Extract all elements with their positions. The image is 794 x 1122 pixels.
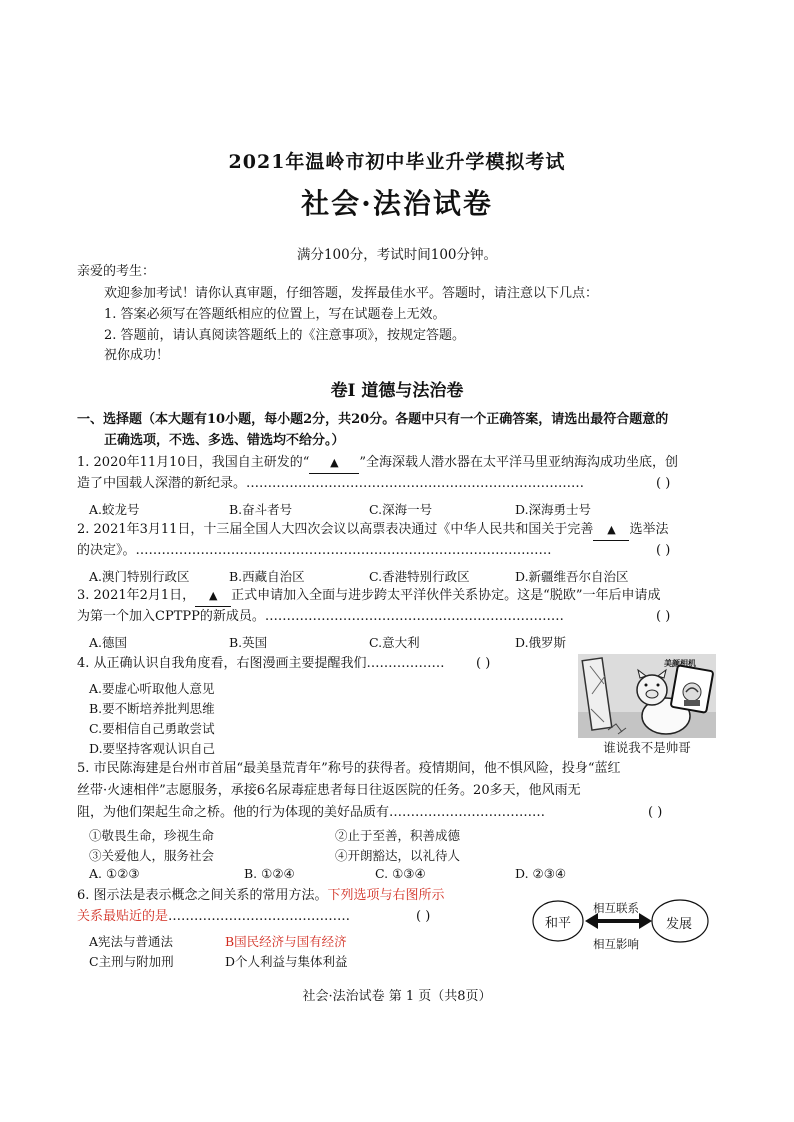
q5-line-1: 5. 市民陈海建是台州市首届“最美垦荒青年”称号的获得者。疫情期间，他不惧风险，投身“蓝红 (77, 761, 621, 776)
q5-option-a: A. ①②③ (89, 866, 140, 881)
q2-answer-bracket: ( ) (656, 543, 671, 558)
q6-diagram-top: 相互联系 (593, 901, 639, 915)
q4-option-b: B.要不断培养批判思维 (89, 701, 215, 716)
q5-item-4: ④开朗豁达，以礼待人 (335, 848, 461, 863)
greeting: 亲爱的考生： (77, 264, 156, 279)
q2-option-d: D.新疆维吾尔自治区 (515, 569, 629, 584)
q6-highlight-2: 关系最贴近的是 (77, 909, 169, 924)
intro-line-4: 祝你成功！ (104, 348, 170, 363)
exam-note: 满分100分，考试时间100分钟。 (296, 247, 498, 263)
q2-line-1: 2. 2021年3月11日，十三届全国人大四次会议以高票表决通过《中华人民共和国关于完善 ▲ 选举法 (77, 520, 668, 541)
exam-subtitle: 社会·法治试卷 (301, 187, 493, 220)
q5-line-3: 阻，为他们架起生命之桥。他的行为体现的美好品质有……………………………… (77, 805, 546, 820)
section-instruction-1: 一、选择题（本大题有10小题，每小题2分，共20分。各题中只有一个正确答案，请选出最符合题意的 (77, 412, 669, 427)
q2-blank: ▲ (593, 520, 629, 541)
q5-option-b: B. ①②④ (244, 866, 295, 881)
intro-line-3: 2. 答题前，请认真阅读答题纸上的《注意事项》，按规定答题。 (104, 328, 466, 343)
q4-option-d: D.要坚持客观认识自己 (89, 741, 216, 756)
q3-option-c: C.意大利 (369, 635, 420, 650)
q1-option-b: B.奋斗者号 (229, 502, 293, 517)
intro-line-2: 1. 答案必须写在答题纸相应的位置上，写在试题卷上无效。 (104, 307, 446, 322)
q6-diagram-bottom: 相互影响 (593, 937, 639, 951)
q4-option-a: A.要虚心听取他人意见 (89, 681, 215, 696)
q2-option-b: B.西藏自治区 (229, 569, 305, 584)
q5-item-1: ①敬畏生命，珍视生命 (89, 828, 215, 843)
q4-stem: 4. 从正确认识自我角度看，右图漫画主要提醒我们……………… (77, 656, 445, 671)
section-title: 卷Ⅰ 道德与法治卷 (330, 381, 464, 401)
q5-line-2: 丝带·火速相伴”志愿服务，承接6名尿毒症患者每日往返医院的任务。20多天，他风雨无 (77, 783, 581, 798)
section-instruction-2: 正确选项，不选、多选、错选均不给分。） (104, 433, 345, 448)
q3-answer-bracket: ( ) (656, 609, 671, 624)
q1-option-a: A.蛟龙号 (89, 502, 140, 517)
intro-line-1: 欢迎参加考试！请你认真审题，仔细答题，发挥最佳水平。答题时，请注意以下几点： (104, 286, 599, 301)
q5-option-d: D. ②③④ (515, 866, 567, 881)
q3-option-a: A.德国 (89, 635, 128, 650)
q5-item-2: ②止于至善，积善成德 (335, 828, 461, 843)
q3-option-d: D.俄罗斯 (515, 635, 567, 650)
exam-title: 2021年温岭市初中毕业升学模拟考试 (228, 151, 566, 173)
q1-blank: ▲ (309, 453, 359, 474)
q6-line-1: 6. 图示法是表示概念之间关系的常用方法。下列选项与右图所示 (77, 888, 445, 903)
q2-option-c: C.香港特别行政区 (369, 569, 470, 584)
q5-item-3: ③关爱他人，服务社会 (89, 848, 215, 863)
q3-option-b: B.英国 (229, 635, 268, 650)
q1-line-2: 造了中国载人深潜的新纪录。…………………………………………………………………… (77, 476, 585, 491)
q2-option-a: A.澳门特别行政区 (89, 569, 190, 584)
q6-line-2: 关系最贴近的是…………………………………… (77, 909, 351, 924)
q5-option-c: C. ①③④ (375, 866, 426, 881)
q4-option-c: C.要相信自己勇敢尝试 (89, 721, 215, 736)
q6-diagram-left: 和平 (545, 916, 572, 931)
q6-option-a: A宪法与普通法 (89, 934, 174, 949)
q1-answer-bracket: ( ) (656, 476, 671, 491)
q3-line-2: 为第一个加入CPTPP的新成员。…………………………………………………………… (77, 609, 564, 624)
q4-answer-bracket: ( ) (476, 656, 491, 671)
q5-answer-bracket: ( ) (648, 805, 663, 820)
q3-blank: ▲ (195, 586, 231, 607)
q6-option-b: B国民经济与国有经济 (225, 934, 347, 949)
q4-cartoon-caption: 谁说我不是帅哥 (603, 740, 691, 755)
q2-line-2: 的决定》。…………………………………………………………………………………… (77, 543, 552, 558)
q1-option-d: D.深海勇士号 (515, 502, 592, 517)
q6-answer-bracket: ( ) (416, 909, 431, 924)
q6-diagram-right: 发展 (666, 917, 693, 932)
page-footer: 社会·法治试卷 第 1 页（共8页） (302, 989, 492, 1004)
q3-line-1: 3. 2021年2月1日， ▲ 正式申请加入全面与进步跨太平洋伙伴关系协定。这是“脱欧”一年后申请成 (77, 586, 660, 607)
q6-option-c: C主刑与附加刑 (89, 954, 174, 969)
q4-cartoon-label: 美颜相机 (664, 658, 696, 668)
q1-option-c: C.深海一号 (369, 502, 433, 517)
q6-option-d: D个人利益与集体利益 (225, 954, 348, 969)
q6-highlight-1: 下列选项与右图所示 (327, 888, 445, 903)
q1-line-1: 1. 2020年11月10日，我国自主研发的“ ▲ ”全海深载人潜水器在太平洋马里亚纳海沟成功坐底，创 (77, 453, 678, 474)
